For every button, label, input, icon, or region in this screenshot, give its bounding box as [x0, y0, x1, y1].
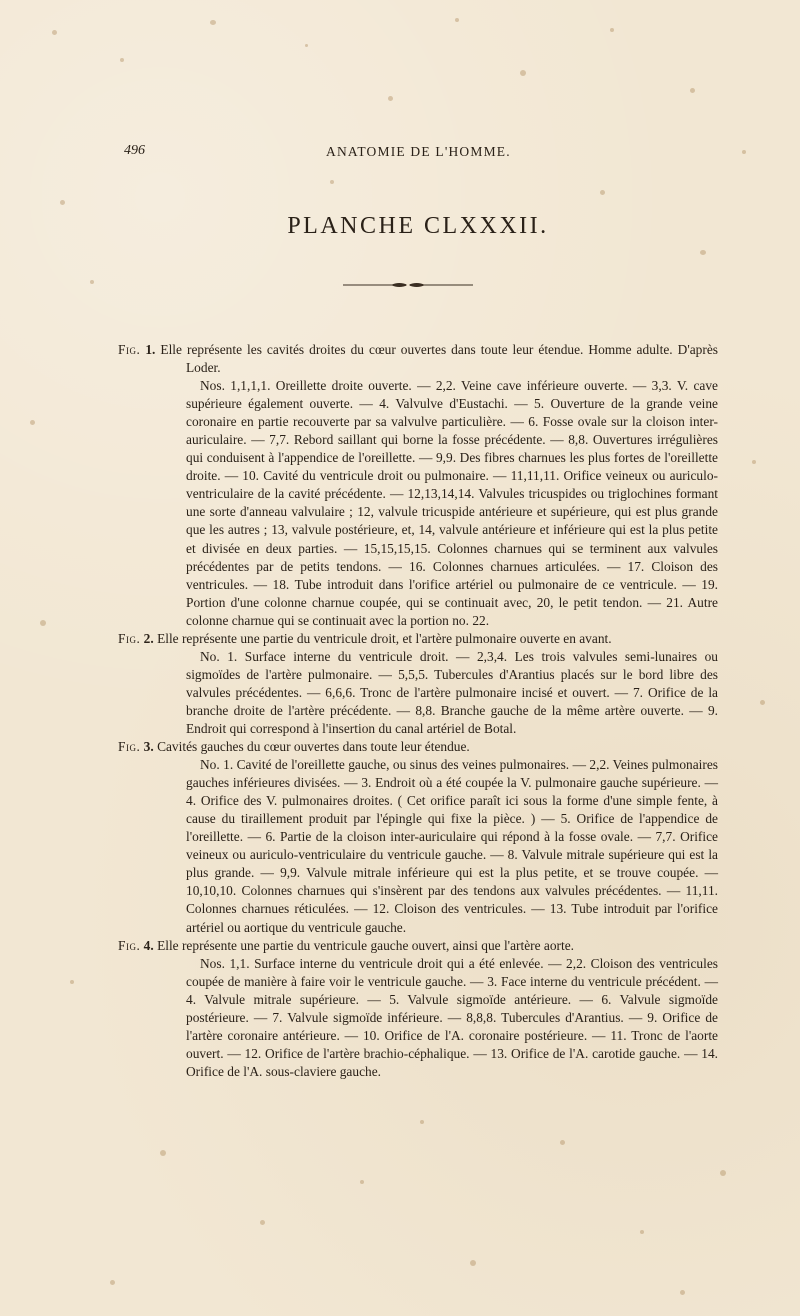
running-head: ANATOMIE DE L'HOMME. — [326, 144, 511, 159]
figure-number: 2. — [143, 630, 154, 646]
figure-label: Fig. — [118, 937, 141, 953]
figure-2-legend: No. 1. Surface interne du ventricule droit. — 2,3,4. Les trois valvules semi-lunaires ou sigmoïdes de l'artère pulmonaire. — 5,5,5. Tubercules d'Arantius placés sur le bord libre des valvules précédentes. — 6,6,6. Tronc de l'artère pulmonaire incisé et ouvert. — 7. Orifice de la branche droite de l'artère précédente. — 8,8. Branche gauche de la même artère ouverte. — 9. Endroit qui correspond à l'insertion du canal artériel de Botal. — [186, 648, 718, 736]
figure-3-description — [118, 738, 718, 756]
figure-label: Fig. — [118, 630, 141, 646]
figure-3-legend: No. 1. Cavité de l'oreillette gauche, ou sinus des veines pulmonaires. — 2,2. Veines pulmonaires gauches inférieures divisées. — 3. Endroit où a été coupée la V. pulmonaire gauche supérieure. — 4. Orifice des V. pulmonaires droites. ( Cet orifice paraît ici sous la forme d'une simple fente, à cause du tiraillement produit par l'épingle qui fixe la pièce. ) — 5. Orifice de l'appendice de l'oreillette. — 6. Partie de la cloison inter-auriculaire qui répond à la fosse ovale. — 7,7. Orifice veineux ou auriculo-ventriculaire du ventricule gauche. — 8. Valvule mitrale supérieure qui est la plus grande. — 9,9. Valvule mitrale inférieure qui est la plus petite, et se trouve coupée. — 10,10,10. Colonnes charnues qui s'insèrent par des tendons aux valvules précédentes. — 11,11. Colonnes charnues réticulées. — 12. Cloison des ventricules. — 13. Tube introduit par l'orifice artériel ou aortique du ventricule gauche. — [186, 757, 718, 935]
figure-4-legend: Nos. 1,1. Surface interne du ventricule droit qui a été enlevée. — 2,2. Cloison des ventricules coupée de manière à faire voir le ventricule gauche. — 3. Face interne du ventricule précédent. — 4. Valvule mitrale supérieure. — 5. Valvule sigmoïde antérieure. — 6. Valvule sigmoïde postérieure. — 7. Valvule sigmoïde inférieure. — 8,8,8. Tubercules d'Arantius. — 9. Orifice de l'artère coronaire antérieure. — 10. Orifice de l'A. coronaire postérieure. — 11. Tronc de l'aorte ouvert. — 12. Orifice de l'artère brachio-céphalique. — 13. Orifice de l'A. carotide gauche. — 14. Orifice de l'A. sous-claviere gauche. — [186, 955, 718, 1079]
figure-number: 1. — [145, 342, 156, 357]
figure-legends — [118, 341, 718, 1081]
plate-title: PLANCHE CLXXXII. — [287, 213, 549, 239]
figure-description: Cavités gauches du cœur ouvertes dans toute leur étendue. — [157, 739, 470, 755]
figure-label: Fig. — [118, 739, 141, 755]
ornament-divider-icon — [343, 280, 473, 290]
figure-1-description — [118, 341, 718, 377]
figure-number: 4. — [143, 937, 154, 953]
page-number: 496 — [124, 143, 145, 158]
figure-description: Elle représente les cavités droites du cœur ouvertes dans toute leur étendue. Homme adulte. D'après Loder. — [160, 342, 718, 376]
figure-description: Elle représente une partie du ventricule droit, et l'artère pulmonaire ouverte en avant. — [157, 630, 612, 646]
figure-label: Fig. — [118, 342, 141, 357]
figure-1-legend: Nos. 1,1,1,1. Oreillette droite ouverte. — 2,2. Veine cave inférieure ouverte. — 3,3. V. cave supérieure également ouverte. — 4. Valvulve d'Eustachi. — 5. Ouverture de la grande veine coronaire en partie recouverte par sa valvulve particulière. — 6. Fosse ovale sur la cloison inter-auriculaire. — 7,7. Rebord saillant qui borne la fosse précédente. — 8,8. Ouvertures irrégulières qui conduisent à l'appendice de l'oreillette. — 9,9. Des fibres charnues les plus fortes de l'oreillette droite. — 10. Cavité du ventricule droit ou pulmonaire. — 11,11,11. Orifice veineux ou auriculo-ventriculaire de la cavité précédente. — 12,13,14,14. Valvules tricuspides ou triglochines formant une sorte d'anneau valvulaire ; 12, valvule tricuspide antérieure et supérieure, qui est plus grande que les autres ; 13, valvule postérieure, et, 14, valvule antérieure et inférieure qui est la plus petite et divisée en deux parties. — 15,15,15,15. Colonnes charnues qui se terminent aux valvules précédentes par de petits tendons. — 16. Colonnes charnues articulées. — 17. Cloison des ventricules. — 18. Tube introduit dans l'orifice artériel ou pulmonaire de ce ventricule. — 19. Portion d'une colonne charnue coupée, qui se continuait avec, 20, le petit tendon. — 21. Autre colonne charnue qui se continuait avec la portion no. 22. — [186, 378, 718, 628]
figure-4-description — [118, 937, 718, 955]
figure-2-description — [118, 630, 718, 648]
figure-number: 3. — [143, 739, 154, 755]
figure-description: Elle représente une partie du ventricule gauche ouvert, ainsi que l'artère aorte. — [157, 937, 575, 953]
page-header — [118, 143, 718, 163]
